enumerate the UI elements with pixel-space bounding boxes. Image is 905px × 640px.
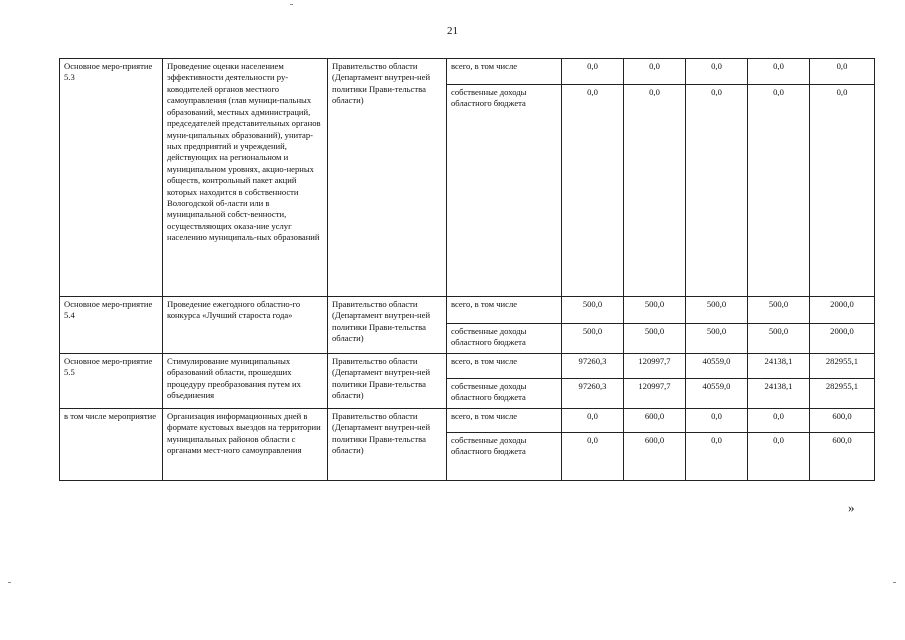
- page-number: 21: [447, 25, 458, 37]
- executor-cell: Правительство области (Департамент внутрен-ней политики Прави-тельства области): [328, 297, 447, 354]
- value-cell: 600,0: [624, 433, 686, 481]
- executor-cell: Правительство области (Департамент внутрен-ней политики Прави-тельства области): [328, 409, 447, 481]
- scan-speck: [290, 4, 293, 5]
- value-cell: 97260,3: [562, 354, 624, 379]
- value-cell: 120997,7: [624, 379, 686, 409]
- value-cell: 600,0: [810, 433, 875, 481]
- value-cell: 282955,1: [810, 354, 875, 379]
- value-cell: 120997,7: [624, 354, 686, 379]
- scan-speck: [893, 582, 896, 583]
- value-cell: 0,0: [562, 433, 624, 481]
- value-cell: 0,0: [562, 59, 624, 85]
- value-cell: 0,0: [624, 59, 686, 85]
- value-cell: 500,0: [624, 297, 686, 324]
- value-cell: 0,0: [748, 433, 810, 481]
- value-cell: 0,0: [748, 59, 810, 85]
- source-label-cell: собственные доходы областного бюджета: [447, 379, 562, 409]
- source-label-cell: собственные доходы областного бюджета: [447, 324, 562, 354]
- event-name-cell: Проведение ежегодного областно-го конкурса «Лучший староста года»: [163, 297, 328, 354]
- value-cell: 97260,3: [562, 379, 624, 409]
- event-type-cell: в том числе мероприятие: [60, 409, 163, 481]
- source-label-cell: всего, в том числе: [447, 59, 562, 85]
- table-row: [60, 59, 875, 85]
- budget-table: [59, 58, 875, 481]
- source-label-cell: собственные доходы областного бюджета: [447, 433, 562, 481]
- value-cell: 0,0: [686, 409, 748, 433]
- value-cell: 0,0: [562, 409, 624, 433]
- value-cell: 2000,0: [810, 297, 875, 324]
- value-cell: 0,0: [810, 85, 875, 297]
- value-cell: 24138,1: [748, 354, 810, 379]
- event-name-cell: Стимулирование муниципальных образований области, прошедших процедуру преобразования путем их объединения: [163, 354, 328, 409]
- executor-cell: Правительство области (Департамент внутрен-ней политики Прави-тельства области): [328, 59, 447, 297]
- source-label-cell: собственные доходы областного бюджета: [447, 85, 562, 297]
- value-cell: 500,0: [748, 324, 810, 354]
- value-cell: 282955,1: [810, 379, 875, 409]
- value-cell: 600,0: [810, 409, 875, 433]
- table-row: [60, 409, 875, 433]
- value-cell: 500,0: [624, 324, 686, 354]
- table-row: [60, 297, 875, 324]
- executor-cell: Правительство области (Департамент внутрен-ней политики Прави-тельства области): [328, 354, 447, 409]
- value-cell: 0,0: [748, 409, 810, 433]
- value-cell: 40559,0: [686, 354, 748, 379]
- value-cell: 0,0: [686, 59, 748, 85]
- value-cell: 0,0: [686, 433, 748, 481]
- value-cell: 600,0: [624, 409, 686, 433]
- source-label-cell: всего, в том числе: [447, 409, 562, 433]
- value-cell: 0,0: [686, 85, 748, 297]
- event-name-cell: Проведение оценки населением эффективности деятельности ру-ководителей органов местного самоуправления (глав муници-пальных образований, местных администраций, председателей представительных органов муни-ципальных образований), унитар-ных предприятий и учреждений, действующих на региональном и муниципальном уровнях, акцио-нерных обществ, контрольный пакет акций которых находится в собственности Вологодской об-ласти или в муниципальной собст-венности, осуществляющих оказа-ние услуг населению муниципаль-ных образований: [163, 59, 328, 297]
- value-cell: 0,0: [624, 85, 686, 297]
- closing-quote-mark: »: [848, 500, 855, 515]
- value-cell: 24138,1: [748, 379, 810, 409]
- table-row: [60, 354, 875, 379]
- value-cell: 40559,0: [686, 379, 748, 409]
- value-cell: 0,0: [562, 85, 624, 297]
- event-type-cell: Основное меро-приятие 5.3: [60, 59, 163, 297]
- source-label-cell: всего, в том числе: [447, 297, 562, 324]
- value-cell: 500,0: [562, 324, 624, 354]
- value-cell: 500,0: [686, 324, 748, 354]
- event-name-cell: Организация информационных дней в формате кустовых выездов на территории муниципальных районов области с органами мест-ного самоуправления: [163, 409, 328, 481]
- source-label-cell: всего, в том числе: [447, 354, 562, 379]
- value-cell: 0,0: [748, 85, 810, 297]
- scan-speck: [8, 582, 11, 583]
- event-type-cell: Основное меро-приятие 5.5: [60, 354, 163, 409]
- event-type-cell: Основное меро-приятие 5.4: [60, 297, 163, 354]
- value-cell: 500,0: [686, 297, 748, 324]
- value-cell: 2000,0: [810, 324, 875, 354]
- value-cell: 0,0: [810, 59, 875, 85]
- value-cell: 500,0: [748, 297, 810, 324]
- value-cell: 500,0: [562, 297, 624, 324]
